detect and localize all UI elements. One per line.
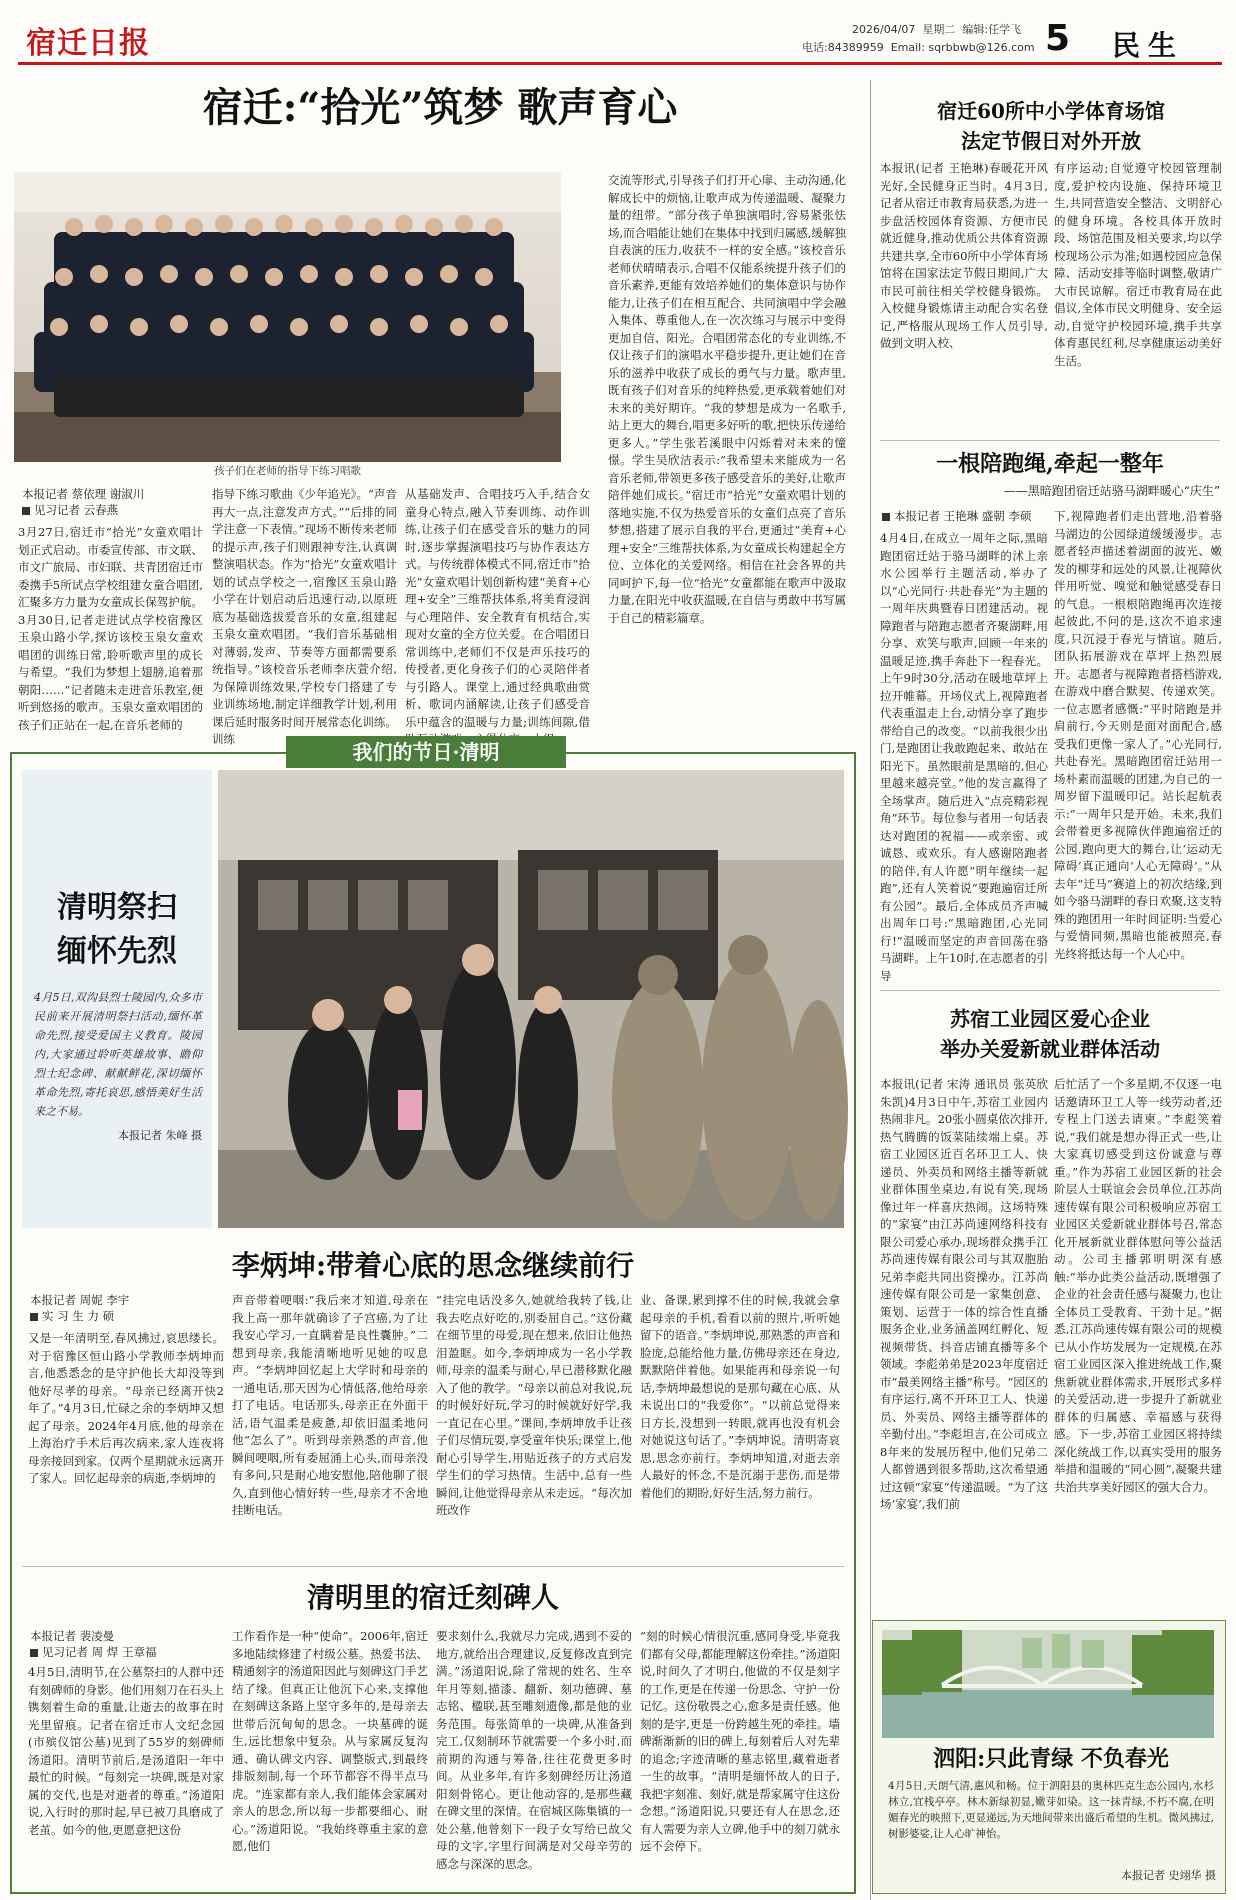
li-column-4: 业、备课,累到撑不住的时候,我就会拿起母亲的手机,看看以前的照片,听听她留下的语音。”李炳坤说,那熟悉的声音和脸庞,总能给他力量,仿佛母亲还在身边,默默陪伴着他。如果能再和母亲说一句话,李炳坤最想说的是那句藏在心底、从未说出口的“我爱你”。“以前总觉得来日方长,没想到一转眼,就再也没有机会对她说这句话了。”李炳坤说。清明寄哀思,思念亦前行。李炳坤知道,对逝去亲人最好的怀念,不是沉溺于悲伤,而是带着他们的期盼,好好生活,努力前行。	[640, 1293, 840, 1500]
rope-column-2: 下,视障跑者们走出营地,沿着骆马湖边的公园绿道缓缓漫步。志愿者轻声描述着湖面的波光、嫩发的柳芽和远处的风景,让视障伙伴用听觉、嗅觉和触觉感受春日的气息。一根根陪跑绳再次连接起彼此,不问的是,这次不追求速度,只沉浸于春光与情谊。随后,团队拓展游戏在草坪上热烈展开。志愿者与视障跑者搭档游戏,在游戏中磨合默契、传递欢笑。一位志愿者感慨:“平时陪跑是并肩前行,今天则是面对面配合,感受我们更像一家人了。”心光同行,共赴春光。黑暗跑团宿迁站用一场朴素而温暖的团建,为自己的一周岁留下温暖印记。站长起航表示:“一周年只是开始。未来,我们会带着更多视障伙伴跑遍宿迁的公园,跑向更大的舞台,让‘运动无障碍’真正通向‘人心无障碍’。”从去年“迁马”赛道上的初次结缘,到如今骆马湖畔的春日欢聚,这支特殊的跑团用一年时间证明:当爱心与爱情同频,黑暗也能被照亮,春光终将抵达每一个人心中。	[1054, 509, 1222, 961]
li-column-2: 声音带着哽咽:“我后来才知道,母亲在我上高一那年就确诊了子宫癌,为了让我安心学习,一直瞒着是良性囊肿。”二想到母亲,我能清晰地听见她的叹息声。“李炳坤回忆起上大学时和母亲的一通电话,那天因为心情低落,他给母亲打了电话。电话那头,母亲正在外面干活,语气温柔是疲惫,却依旧温柔地问他“怎么了”。听到母亲熟悉的声音,他瞬间哽咽,所有委屈涌上心头,而母亲没有多问,只是耐心地安慰他,陪他聊了很久,直到他心情好转一些,母亲才不舍地挂断电话。	[232, 1293, 428, 1517]
sports-column-1: 本报讯(记者 王艳琳)春暖花开风光好,全民健身正当时。4月3日,记者从宿迁市教育局获悉,为进一步盘活校园体育资源、方便市民就近健身,推动优质公共体育资源共建共享,全市60所中小学体育场馆将在国家法定节假日期间,广大市民可前往相关学校健身锻炼。入校健身锻炼请主动配合实名登记,严格服从现场工作人员引导,做到文明入校、	[880, 161, 1048, 350]
sports-headline-line-2: 法定节假日对外开放	[961, 129, 1141, 153]
sihong-photo	[882, 1630, 1214, 1738]
rope-headline: 一根陪跑绳,牵起一整年	[936, 451, 1164, 477]
memorial-photo-image	[218, 770, 844, 1228]
industry-column-1: 本报讯(记者 宋涛 通讯员 张英欣 朱凯)4月3日中午,苏宿工业园内热闹非凡。20张小圆桌依次排开,热气腾腾的饭菜陆续端上桌。苏宿工业园区近百名环卫工人、快递员、外卖员和网络主播等新就业群体围坐桌边,有说有笑,现场像过年一样喜庆热闹。这场特殊的“家宴”由江苏尚速网络科技有限公司爱心承办,现场群众携手江苏尚速传媒有限公司与其双胞胎兄弟李彪共同出资操办。江苏尚速传媒有限公司是一家集创意、策划、运营于一体的综合性直播服务企业,业务涵盖网红孵化、短视频带货、抖音店铺直播等多个领域。李彪弟弟是2023年度宿迁市“最美网络主播”称号。“园区的有序运行,离不开环卫工人、快递员、外卖员、网络主播等群体的辛勤付出。”李彪坦言,在公司成立8年来的发展历程中,他们兄弟二人都曾遇到很多帮助,这次希望通过这顿“家宴”传递温暖。“为了这场‘家宴’,我们前	[880, 1077, 1048, 1511]
issue-date: 2026/04/07	[852, 23, 916, 36]
choir-photo-image	[14, 172, 561, 462]
sihong-photo-image	[882, 1630, 1214, 1738]
newspaper-logo: 宿迁日报	[26, 26, 150, 61]
column-divider	[870, 80, 871, 1900]
page-number: 5	[1045, 18, 1071, 59]
sports-headline-line-1: 宿迁60所中小学体育场馆	[937, 99, 1165, 123]
li-byline-reporters: 本报记者 周妮 李宇	[30, 1293, 130, 1307]
qingming-banner: 我们的节日·清明	[286, 736, 566, 768]
industry-headline-line-1: 苏宿工业园区爱心企业	[950, 1007, 1150, 1031]
industry-story-rule	[880, 990, 1220, 991]
editor-name: 编辑:任学飞	[962, 23, 1022, 36]
industry-headline	[880, 1004, 1220, 1064]
stele-byline-reporter: 本报记者 裴凌曼	[30, 1629, 115, 1643]
qingming-title	[22, 886, 212, 974]
masthead-rule	[18, 62, 1222, 65]
lead-byline-trainee: 见习记者 云春燕	[22, 502, 207, 518]
memorial-photo	[218, 770, 844, 1228]
li-column-3: “挂完电话没多久,她就给我转了钱,让我去吃点好吃的,别委屈自己。”这份藏在细节里的母爱,现在想来,依旧让他热泪盈眶。如今,李炳坤成为一名小学教师,母亲的温柔与耐心,早已潜移默化融入了他的教学。“母亲以前总对我说,玩的时候好好玩,学习的时候就好好学,我一直记在心里。”课间,李炳坤放手让孩子们尽情玩耍,享受童年快乐;课堂上,他耐心引导学生,用贴近孩子的方式启发学生们的学习热情。生活中,总有一些瞬间,让他觉得母亲从未走远。“每次加班改作	[436, 1293, 632, 1517]
stele-column-3: 要求刻什么,我就尽力完成,遇到不妥的地方,就给出合理建议,反复修改直到完满。”汤道阳说,除了常规的姓名、生卒年月等刻,描漆、翻新、刻功德碑、墓志铭、楹联,甚至雕刻遗像,都是他的业务范围。每张简单的一块碑,从准备到完工,仅刻制环节就需要一个多小时,而前期的沟通与筹备,往往花费更多时间。从业多年,有许多刻碑经历让汤道阳刻骨铭心。更让他动容的,是那些藏在碑文里的深情。在宿城区陈集镇的一处公墓,他曾刻下一段子女写给已故父母的文字,字里行间满是对父母辛劳的感念与深深的思念。	[436, 1629, 632, 1871]
choir-photo	[14, 172, 561, 462]
qingming-title-line-1: 清明祭扫	[57, 890, 177, 925]
lead-column-1: 3月27日,宿迁市“拾光”女童欢唱计划正式启动。市委宣传部、市文联、市文广旅局、市妇联、共青团宿迁市委携手5所试点学校组建女童合唱团,汇聚多方力量为女童成长保驾护航。3月30日,记者走进试点学校宿豫区玉泉山路小学,探访该校玉泉女童欢唱团的训练日常,聆听歌声里的成长与希望。“我们为梦想上翅膀,追着那朝阳……”记者随未走进音乐教室,便听到悠扬的歌声。玉泉女童欢唱团的孩子们正站在一起,在音乐老师的	[18, 525, 203, 732]
lead-headline: 宿迁:“拾光”筑梦 歌声育心	[202, 84, 678, 131]
rope-subheadline: ——黑暗跑团宿迁站骆马湖畔暖心“庆生”	[1003, 484, 1220, 498]
lead-column-4: 交流等形式,引导孩子们打开心扉、主动沟通,化解成长中的烦恼,让歌声成为传递温暖、凝聚力量的纽带。“部分孩子单独演唱时,容易紧张怯场,而合唱能让她们在集体中找到归属感,缓解独自表演的压力,收获不一样的安全感。”该校音乐老师伏晴晴表示,合唱不仅能系统提升孩子们的音乐素养,更能有效培养她们的集体意识与协作能力,让孩子们在相互配合、共同演唱中学会融入集体、尊重他人,在一次次练习与展示中变得更加自信、阳光。合唱团常态化的专业训练,不仅让孩子们的演唱水平稳步提升,更让她们在音乐的滋养中收获了成长的勇气与力量。歌声里,既有孩子们对音乐的纯粹热爱,更承载着她们对未来的美好期许。“我的梦想是成为一名歌手,站上更大的舞台,唱更多好听的歌,把快乐传递给更多人。”学生张若溪眼中闪烁着对未来的憧憬。学生吴欣洁表示:“我希望未来能成为一名音乐老师,带领更多孩子感受音乐的美好,让歌声陪伴她们成长。”宿迁市“拾光”女童欢唱计划的落地实施,不仅为热爱音乐的女童们点亮了音乐梦想,搭建了展示自我的平台,更通过“美育+心理+安全”三维帮扶体系,为女童成长构建起全方位、立体化的关爱网络。相信在社会各界的共同呵护下,每一位“拾光”女童都能在歌声中汲取力量,在阳光中收获温暖,在自信与勇敢中书写属于自己的精彩篇章。	[608, 173, 846, 625]
choir-photo-caption: 孩子们在老师的指导下练习唱歌	[214, 465, 361, 477]
stele-headline: 清明里的宿迁刻碑人	[306, 1581, 559, 1614]
lead-column-3: 从基础发声、合唱技巧入手,结合女童身心特点,融入节奏训练、动作训练,让孩子们在感受音乐的魅力的同时,逐步掌握演唱技巧与协作表达方式。与传统群体模式不同,宿迁市“拾光”女童欢唱计划创新构建“美育+心理+安全”三维帮扶体系,将美育浸润与心理陪伴、安全教育有机结合,实现对女童的全方位关爱。在合唱团日常训练中,老师们不仅是声乐技巧的传授者,更化身孩子们的心灵陪伴者与引路人。课堂上,通过经典歌曲赏析、歌词内涵解读,让孩子们感受音乐中蕴含的温暖与力量;训练间隙,借	[405, 487, 590, 729]
stele-story-rule	[22, 1566, 844, 1567]
issue-weekday: 星期二	[922, 23, 956, 36]
stele-column-4: “刻的时候心情很沉重,感同身受,毕竟我们都有父母,都能理解这份牵挂。”汤道阳说,时间久了才明白,他做的不仅是刻字的工作,更是在传递一份思念、守护一份记忆。这份敬畏之心,愈多是责任感。他刻的是字,更是一份跨越生死的牵挂。墙碑渐渐新的旧的碑上,每刻着后人对先辈的追念;字迹清晰的墓志铭里,藏着逝者一生的故事。“清明是缅怀故人的日子,我把字刻准、刻好,就是帮家属守住这份念想。”汤道阳说,只要还有人在思念,还有人需要为亲人立碑,他手中的刻刀就永远不会停下。	[640, 1629, 840, 1853]
li-byline	[30, 1292, 220, 1324]
lead-column-2: 指导下练习歌曲《少年追光》。“声音再大一点,注意发声方式。”“后排的同学注意一下表情。”现场不断传来老师的提示声,孩子们则跟神专注,认真调整演唱状态。作为“拾光”女童欢唱计划的试点学校之一,宿豫区玉泉山路小学在计划启动后迅速行动,以原班底为基础选拔爱音乐的女童,组建起玉泉女童欢唱团。“我们音乐基础相对薄弱,发声、节奏等方面都需要系统指导。”该校音乐老师李庆萱介绍,为保障训练效果,学校专门搭建了专业训练场地,制定详细教学计划,利用课后延时服务时间开展常态化训练。训练	[212, 487, 397, 746]
li-column-1: 又是一年清明至,春风拂过,哀思缕长。对于宿豫区恒山路小学教师李炳坤而言,他悉悉念的是守护他长大却没等到他好尽孝的母亲。“母亲已经离开快2年了。”4月3日,忙碌之余的李炳坤又想起了母亲。2024年4月底,他的母亲在上海治疗手术后再次病来,家人连夜将母亲接回到家。仅两个星期就永远离开了家人。回忆起母亲的病逝,李炳坤的	[28, 1331, 224, 1485]
sports-headline	[878, 96, 1224, 156]
industry-column-2: 后忙活了一个多星期,不仅逐一电话邀请环卫工人等一线劳动者,还专程上门送去请柬。”李彪笑着说,“我们就是想办得正式一些,让大家真切感受到这份诚意与尊重。”作为苏宿工业园区新的社会阶层人士联谊会会员单位,江苏尚速传媒有限公司积极响应苏宿工业园区关爱新就业群体号召,常态化开展新就业群体慰问等公益活动。公司主播郭明明深有感触:“举办此类公益活动,既增强了企业的社会责任感与凝聚力,也让全体员工受教育、干劲十足。”据悉,江苏尚速传媒有限公司的规模已从小作坊发展为一定规模,在苏宿工业园区深入推进统战工作,聚焦新就业群体需求,开展形式多样的关爱活动,进一步提升了新就业群体的归属感、幸福感与获得感。下一步,苏宿工业园区将持续深化统战工作,以真实受用的服务举措和温暖的“同心圆”,凝聚共建共治共享美好园区的强大合力。	[1054, 1077, 1222, 1494]
qingming-caption: 4月5日,双沟县烈士陵园内,众多市民前来开展清明祭扫活动,缅怀革命先烈,接受爱国主义教育。陵园内,大家通过聆听英雄故事、瞻仰烈士纪念碑、献献鲜花,深切缅怀革命先烈,寄托哀思,感悟美好生活来之不易。	[34, 991, 202, 1118]
qingming-credit: 本报记者 朱峰 摄	[118, 1129, 202, 1142]
qingming-title-line-2: 缅怀先烈	[57, 934, 177, 969]
li-headline: 李炳坤:带着心底的思念继续前行	[231, 1249, 635, 1282]
rope-story-rule	[880, 440, 1220, 441]
issue-meta-line-1	[852, 22, 1021, 38]
rope-column-1: 4月4日,在成立一周年之际,黑暗跑团宿迁站于骆马湖畔的沭上亲水公园举行主题活动,举办了以“心光同行·共赴春光”为主题的一周年庆典暨春日团建活动。视障跑者与陪跑志愿者齐聚湖畔,用分享、欢笑与歌声,回顾一年来的温暖足迹,携手奔赴下一程春光。上午9时30分,活动在暖地草坪上拉开帷幕。开场仪式上,视障跑者代表重温走上台,动情分享了跑步带给自己的改变。“以前我很少出门,是跑团让我敢跑起来、敢站在阳光下。虽然眼前是黑暗的,但心里越来越亮堂。”他的发言赢得了全场掌声。随后进入“点亮精彩视角”环节。每位参与者用一句话表达对跑团的祝福——或亲密、或诚恳、或欢乐。有人感谢陪跑者的陪伴,有人许愿“明年继续一起跑”,还有人笑着说“要跑遍宿迁所有公园”。最后,全体成员齐声喊出周年口号:“黑暗跑团,心光同行!”温暖而坚定的声音回荡在骆马湖畔。上午10时,在志愿者的引导	[880, 531, 1048, 983]
stele-byline-trainees: 见习记者 周 焊 王章福	[30, 1644, 220, 1660]
sihong-caption: 4月5日,天朗气清,惠风和畅。位于泗阳县的奥林匹克生态公园内,水杉林立,宜栈亭亭。林木新绿初显,嫩芽如染。这一抹青绿,不朽不腐,在明媚春光的映照下,更显递远,为天地间带来出盛后希望的生机。微风拂过,树影婆娑,让人心旷神怡。	[888, 1780, 1214, 1840]
rope-byline: 本报记者 王艳琳 盛朝 李硕	[882, 508, 1050, 524]
sports-column-2: 有序运动;自觉遵守校园管理制度,爱护校内设施、保持环境卫生,共同营造安全整洁、文明舒心的健身环境。各校具体开放时段、场馆范围及相关要求,均以学校现场公示为准;如遇校园应急保障、活动安排等临时调整,敬请广大市民谅解。宿迁市教育局在此倡议,全体市民文明健身、安全运动,自觉守护校园环境,携手共享体育惠民红利,尽享健康运动美好生活。	[1054, 161, 1222, 368]
contact-email: Email: sqrbbwb@126.com	[890, 41, 1035, 54]
sihong-headline: 泗阳:只此青绿 不负春光	[933, 1746, 1169, 1772]
contact-phone: 电话:84389959	[802, 41, 884, 54]
lead-byline-reporters: 本报记者 蔡依理 谢淑川	[22, 487, 145, 501]
stele-byline	[30, 1628, 220, 1660]
issue-meta-line-2	[802, 40, 1035, 56]
lead-byline	[22, 486, 207, 518]
stele-column-2: 工作看作是一种“使命”。2006年,宿迁多地陆续修建了村级公墓。热爱书法、精通刻字的汤道阳因此与刻碑这门手艺结了缘。但真正让他沉下心来,支撑他在刻碑这条路上坚守多年的,是母亲去世带后沉甸甸的思念。一块墓碑的诞生,远比想象中复杂。从与家属反复沟通、确认碑文内容、调整版式,到最终排版刻制,每一个环节都容不得半点马虎。“连家都有亲人,我们能体会家属对亲人的思念,所以每一步都要细心、耐心。”汤道阳说。“我始终尊重主家的意愿,他们	[232, 1629, 428, 1853]
sihong-credit: 本报记者 史翊华 摄	[1121, 1869, 1216, 1882]
stele-column-1: 4月5日,清明节,在公墓祭扫的人群中还有刻碑师的身影。他们用刻刀在石头上镌刻着生命的重量,让逝去的故事在时光里留痕。记者在宿迁市人文纪念园(市殡仪馆公墓)见到了55岁的刻碑师汤道阳。清明节前后,是汤道阳一年中最忙的时候。“每刻完一块碑,既是对家属的交代,也是对逝者的尊重。”汤道阳说,入行时的那时起,早已被刀具磨成了老茧。如今的他,更愿意把这份	[28, 1665, 224, 1837]
li-byline-intern: 实 习 生 力 硕	[30, 1308, 220, 1324]
industry-headline-line-2: 举办关爱新就业群体活动	[940, 1037, 1160, 1061]
section-name: 民生	[1112, 29, 1185, 62]
